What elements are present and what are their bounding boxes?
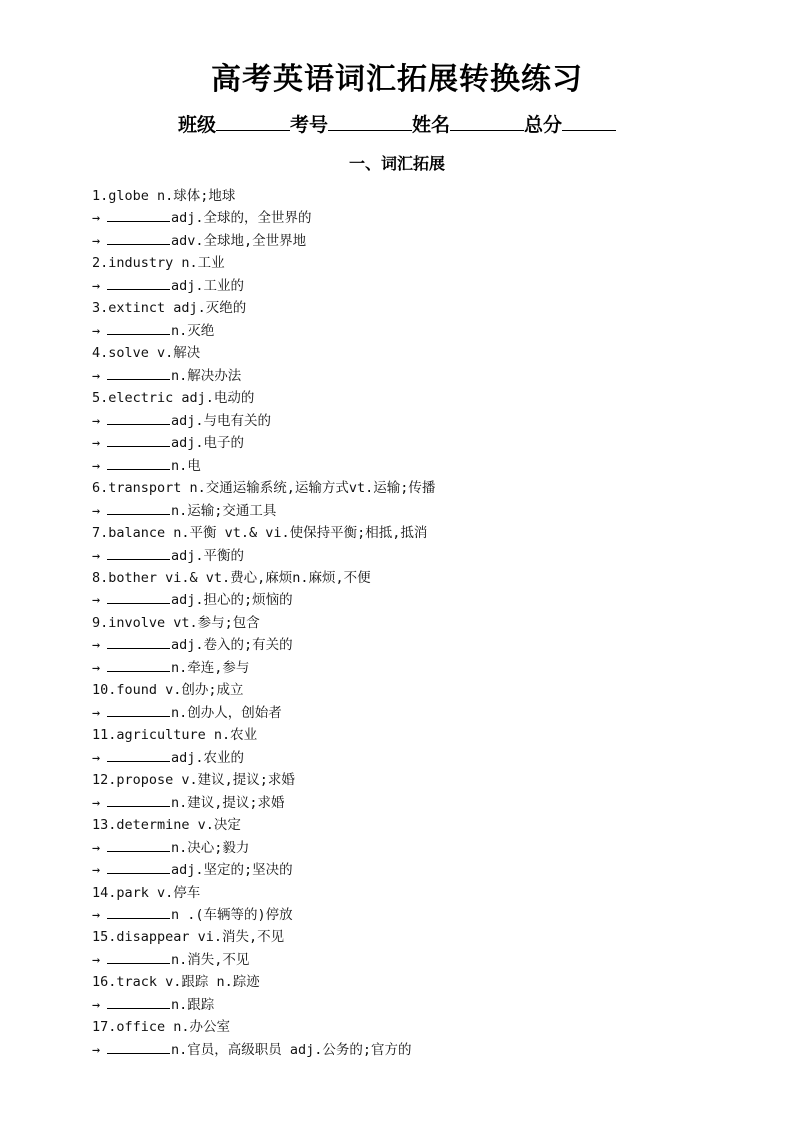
word-entry-text: 5.electric adj.电动的 [92,390,255,407]
answer-hint: n .(车辆等的)停放 [171,907,293,923]
arrow-icon: → [92,457,101,474]
answer-hint: adj.全球的，全世界的 [171,210,312,227]
word-entry-text: 6.transport n.交通运输系统,运输方式vt.运输;传播 [92,480,436,497]
exam-number-label: 考号 [289,114,328,136]
answer-line [92,634,752,656]
answer-hint: n.官员，高级职员 adj.公务的;官方的 [171,1041,412,1058]
answer-blank[interactable] [107,994,170,1009]
answer-hint: n.决心;毅力 [171,839,250,856]
answer-line [92,702,752,724]
word-entry-text: 2.industry n.工业 [92,255,225,272]
answer-hint: n.跟踪 [171,996,215,1013]
word-entry [92,769,752,791]
word-entry-text: 1.globe n.球体;地球 [92,188,236,204]
page-title: 高考英语词汇拓展转换练习 [211,62,583,97]
word-entry-text: 15.disappear vi.消失,不见 [92,929,285,946]
word-entry-text: 12.propose v.建议,提议;求婚 [92,772,295,789]
arrow-icon: → [92,659,101,676]
arrow-icon: → [92,637,101,654]
answer-line [92,432,752,454]
answer-hint: n.解决办法 [171,367,242,384]
word-entry [92,387,752,409]
vocabulary-list [92,185,752,1061]
word-entry [92,522,752,544]
word-entry-text: 13.determine v.决定 [92,817,241,834]
exam-number-blank[interactable] [328,110,412,131]
word-entry [92,612,752,634]
name-blank[interactable] [450,110,524,131]
answer-line [92,949,752,971]
answer-blank[interactable] [107,657,170,672]
section-heading: 一、词汇拓展 [348,154,445,173]
arrow-icon: → [92,749,101,766]
answer-line [92,994,752,1016]
answer-line [92,837,752,859]
word-entry [92,297,752,319]
answer-hint: adj.卷入的;有关的 [171,637,293,654]
word-entry-text: 4.solve v.解决 [92,345,201,362]
answer-blank[interactable] [107,904,170,919]
answer-line [92,589,752,611]
arrow-icon: → [92,277,101,294]
answer-hint: n.电 [171,457,201,474]
word-entry-text: 14.park v.停车 [92,884,201,901]
answer-hint: adj.坚定的;坚决的 [171,862,293,879]
class-blank[interactable] [216,110,290,131]
arrow-icon: → [92,704,101,721]
arrow-icon: → [92,951,101,968]
arrow-icon: → [92,996,101,1013]
arrow-icon: → [92,502,101,519]
word-entry [92,971,752,993]
answer-blank[interactable] [107,589,170,604]
arrow-icon: → [92,435,101,452]
answer-blank[interactable] [107,365,170,380]
word-entry [92,814,752,836]
class-label: 班级 [177,114,216,136]
answer-hint: adj.农业的 [171,749,245,766]
arrow-icon: → [92,907,101,923]
answer-blank[interactable] [107,1039,170,1054]
answer-hint: adj.与电有关的 [171,412,272,429]
answer-line [92,747,752,769]
arrow-icon: → [92,1041,101,1058]
answer-line [92,859,752,881]
word-entry-text: 16.track v.跟踪 n.踪迹 [92,974,260,991]
answer-hint: n.灭绝 [171,322,215,339]
answer-blank[interactable] [107,792,170,807]
arrow-icon: → [92,862,101,879]
arrow-icon: → [92,210,101,227]
answer-hint: n.消失,不见 [171,951,250,968]
answer-blank[interactable] [107,455,170,470]
arrow-icon: → [92,839,101,856]
answer-hint: n.运输;交通工具 [171,502,277,519]
answer-line [92,320,752,342]
answer-blank[interactable] [107,634,170,649]
answer-line [92,455,752,477]
answer-blank[interactable] [107,320,170,335]
word-entry [92,342,752,364]
answer-blank[interactable] [107,275,170,290]
answer-line [92,410,752,432]
score-blank[interactable] [562,110,616,131]
answer-line [92,1039,752,1061]
word-entry-text: 9.involve vt.参与;包含 [92,614,260,631]
word-entry-text: 8.bother vi.& vt.费心,麻烦n.麻烦,不便 [92,569,371,586]
word-entry-text: 10.found v.创办;成立 [92,682,244,699]
answer-hint: adj.电子的 [171,435,245,452]
arrow-icon: → [92,367,101,384]
answer-hint: adv.全球地,全世界地 [171,232,307,249]
answer-line [92,657,752,679]
student-info-row [0,110,794,139]
arrow-icon: → [92,547,101,564]
word-entry [92,252,752,274]
word-entry [92,926,752,948]
answer-hint: n.建议,提议;求婚 [171,794,285,811]
answer-line [92,545,752,567]
answer-hint: adj.工业的 [171,277,245,294]
arrow-icon: → [92,592,101,609]
arrow-icon: → [92,794,101,811]
word-entry [92,1016,752,1038]
word-entry-text: 17.office n.办公室 [92,1019,231,1036]
arrow-icon: → [92,322,101,339]
name-label: 姓名 [412,114,451,136]
answer-blank[interactable] [107,859,170,874]
answer-blank[interactable] [107,837,170,852]
word-entry [92,882,752,904]
answer-hint: n.牵连,参与 [171,659,250,676]
word-entry [92,185,752,207]
answer-blank[interactable] [107,545,170,560]
answer-line [92,207,752,229]
answer-hint: adj.担心的;烦恼的 [171,592,293,609]
answer-blank[interactable] [107,207,170,222]
answer-line [92,500,752,522]
answer-line [92,230,752,252]
word-entry [92,724,752,746]
word-entry [92,567,752,589]
word-entry-text: 3.extinct adj.灭绝的 [92,300,247,317]
word-entry [92,679,752,701]
word-entry-text: 11.agriculture n.农业 [92,727,258,744]
arrow-icon: → [92,412,101,429]
answer-blank[interactable] [107,747,170,762]
answer-blank[interactable] [107,432,170,447]
answer-line [92,904,752,926]
answer-line [92,365,752,387]
arrow-icon: → [92,232,101,249]
answer-blank[interactable] [107,500,170,515]
word-entry-text: 7.balance n.平衡 vt.& vi.使保持平衡;相抵,抵消 [92,525,428,542]
answer-blank[interactable] [107,949,170,964]
answer-hint: n.创办人，创始者 [171,704,282,721]
answer-line [92,792,752,814]
answer-blank[interactable] [107,410,170,425]
word-entry [92,477,752,499]
answer-hint: adj.平衡的 [171,547,245,564]
score-label: 总分 [524,114,563,136]
answer-blank[interactable] [107,702,170,717]
answer-line [92,275,752,297]
answer-blank[interactable] [107,230,170,245]
